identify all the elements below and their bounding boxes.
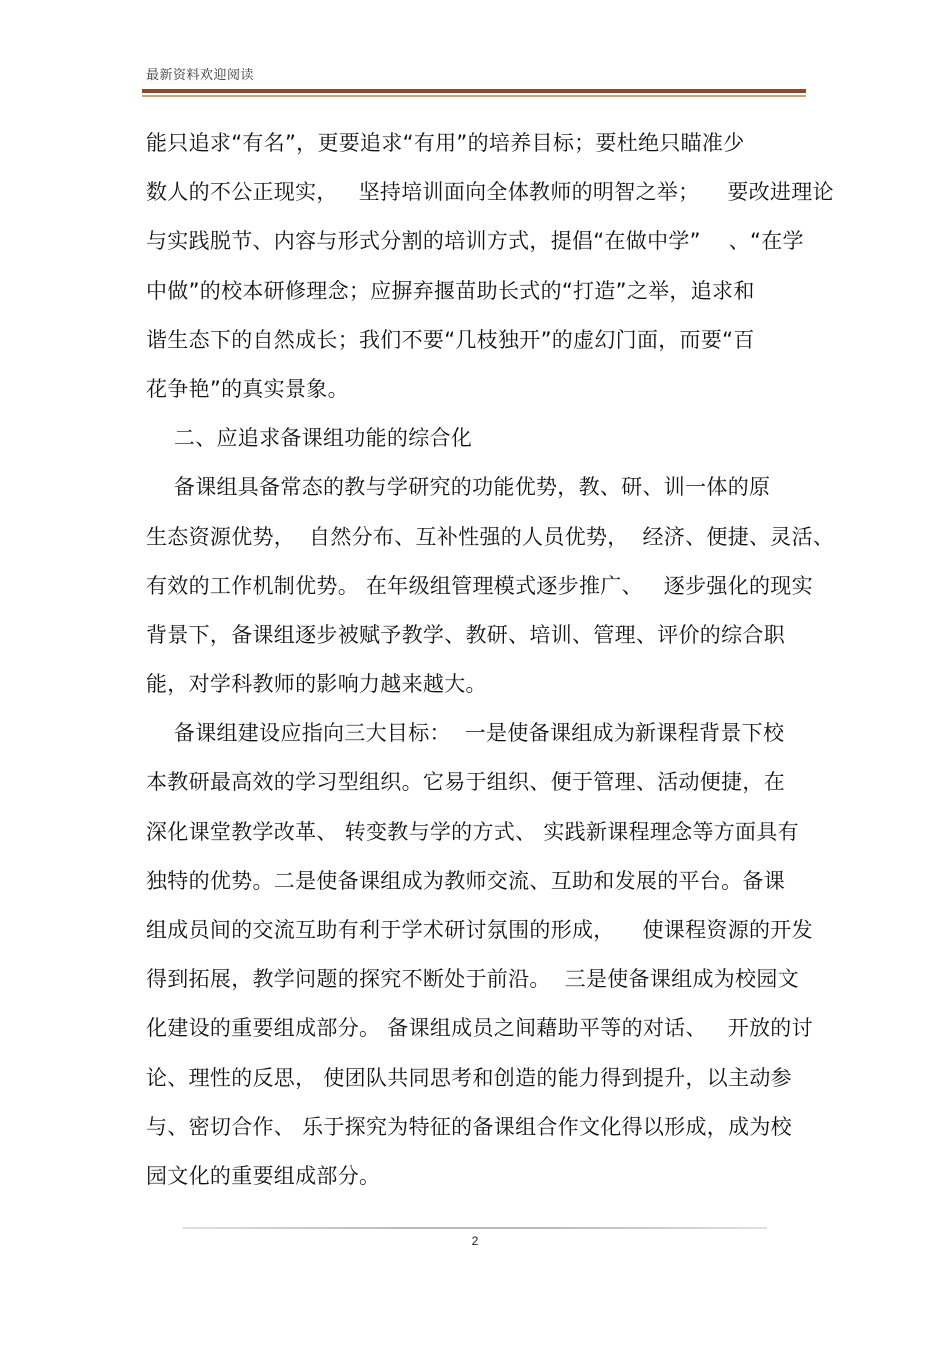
body-line: 有效的工作机制优势。 在年级组管理模式逐步推广、 逐步强化的现实 bbox=[146, 573, 813, 598]
body-line: 园文化的重要组成部分。 bbox=[146, 1163, 381, 1188]
body-line: 与、密切合作、 乐于探究为特征的备课组合作文化得以形成，成为校 bbox=[146, 1114, 792, 1139]
body-line: 花争艳”的真实景象。 bbox=[146, 376, 349, 401]
body-line: 数人的不公正现实， 坚持培训面向全体教师的明智之举； 要改进理论 bbox=[146, 180, 834, 205]
body-line: 本教研最高效的学习型组织。它易于组织、便于管理、活动便捷，在 bbox=[146, 770, 785, 795]
footer-divider bbox=[183, 1227, 767, 1229]
body-line: 得到拓展，教学问题的探究不断处于前沿。 三是使备课组成为校园文 bbox=[146, 967, 799, 992]
body-line: 背景下，备课组逐步被赋予教学、教研、培训、管理、评价的综合职 bbox=[146, 622, 785, 647]
body-line: 生态资源优势， 自然分布、互补性强的人员优势， 经济、便捷、灵活、 bbox=[146, 524, 835, 549]
body-line: 深化课堂教学改革、 转变教与学的方式、 实践新课程理念等方面具有 bbox=[146, 819, 799, 844]
body-line: 中做”的校本研修理念；应摒弃揠苗助长式的“打造”之举，追求和 bbox=[146, 278, 755, 303]
body-line: 备课组建设应指向三大目标： 一是使备课组成为新课程背景下校 bbox=[146, 721, 785, 746]
body-line: 独特的优势。二是使备课组成为教师交流、互助和发展的平台。备课 bbox=[146, 868, 785, 893]
body-line: 化建设的重要组成部分。 备课组成员之间藉助平等的对话、 开放的讨 bbox=[146, 1016, 813, 1041]
body-line: 能只追求“有名”，更要追求“有用”的培养目标；要杜绝只瞄准少 bbox=[146, 131, 745, 155]
page-header-text: 最新资料欢迎阅读 bbox=[146, 68, 255, 83]
document-body bbox=[146, 119, 835, 1201]
page-number: 2 bbox=[471, 1234, 479, 1248]
section-heading: 二、应追求备课组功能的综合化 bbox=[146, 426, 473, 451]
body-line: 谐生态下的自然成长；我们不要“几枝独开”的虚幻门面，而要“百 bbox=[146, 327, 755, 352]
header-divider-thick bbox=[142, 89, 806, 93]
body-line: 组成员间的交流互助有利于学术研讨氛围的形成， 使课程资源的开发 bbox=[146, 918, 813, 942]
body-line: 备课组具备常态的教与学研究的功能优势，教、研、训一体的原 bbox=[146, 475, 771, 500]
header-divider-thin bbox=[142, 95, 806, 97]
body-line: 与实践脱节、内容与形式分割的培训方式，提倡“在做中学” 、“在学 bbox=[146, 229, 804, 254]
body-line: 论、理性的反思， 使团队共同思考和创造的能力得到提升，以主动参 bbox=[146, 1065, 792, 1090]
body-line: 能，对学科教师的影响力越来越大。 bbox=[146, 672, 487, 697]
